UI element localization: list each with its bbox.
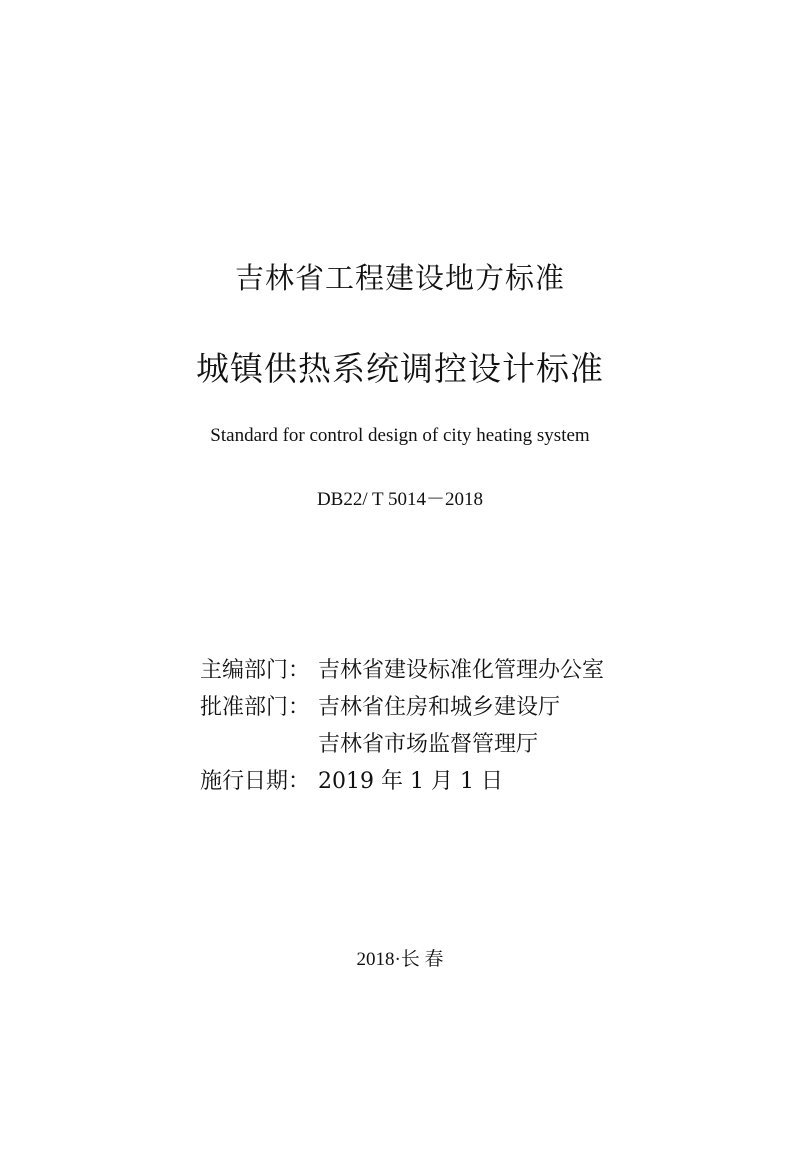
approval-label: 批准部门： [200,695,311,720]
chief-editor-row [200,652,660,689]
english-title: Standard for control design of city heating system [210,425,590,446]
effective-date-row [200,763,660,800]
main-title: 城镇供热系统调控设计标准 [196,349,604,388]
chief-editor-value: 吉林省建设标准化管理办公室 [318,658,605,683]
approval-row [200,689,660,726]
chief-editor-label: 主编部门： [200,658,311,683]
standard-code: DB22/ T 5014－2018 [316,489,484,510]
approval-value-continued: 吉林省市场监督管理厅 [318,732,539,757]
approval-row-continued [200,726,660,763]
publisher-imprint: 2018·长 春 [356,949,444,970]
effective-date-label: 施行日期： [200,769,311,794]
publication-info [200,652,660,800]
series-title: 吉林省工程建设地方标准 [234,261,565,295]
effective-date-value: 2019 年 1 月 1 日 [318,769,503,794]
approval-value: 吉林省住房和城乡建设厅 [318,695,561,720]
